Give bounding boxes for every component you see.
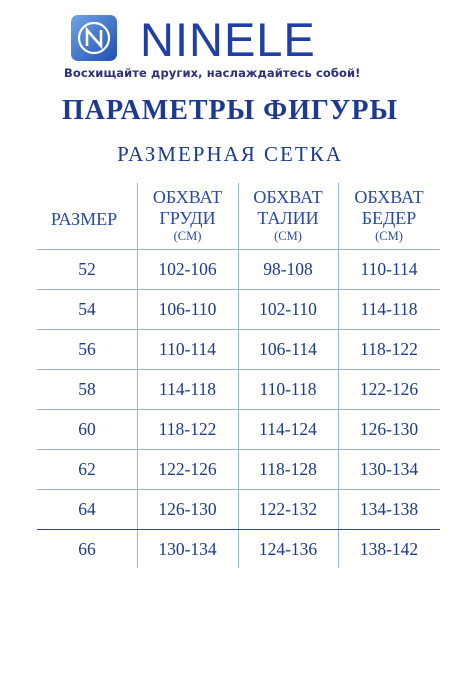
header-chest-unit: (СМ) <box>173 229 202 243</box>
header-chest-line1: ОБХВАТ <box>152 187 223 207</box>
cell-hips: 134-138 <box>359 499 419 519</box>
row-divider <box>37 329 440 330</box>
page-subtitle: РАЗМЕРНАЯ СЕТКА <box>117 142 343 166</box>
cell-size: 64 <box>78 499 96 519</box>
cell-waist: 102-110 <box>259 299 317 319</box>
cell-size: 54 <box>78 299 96 319</box>
cell-waist: 118-128 <box>259 459 317 479</box>
cell-hips: 138-142 <box>359 539 419 559</box>
cell-size: 60 <box>78 419 96 439</box>
brand-name: NINELE <box>140 13 316 66</box>
header-hips-unit: (СМ) <box>375 229 403 243</box>
row-divider <box>37 409 440 410</box>
header-waist-line2: ТАЛИИ <box>257 208 319 228</box>
brand-tagline: Восхищайте других, наслаждайтесь собой! <box>64 66 361 80</box>
header-waist-unit: (СМ) <box>274 229 302 243</box>
cell-size: 66 <box>78 539 96 559</box>
cell-waist: 114-124 <box>259 419 317 439</box>
page-title: ПАРАМЕТРЫ ФИГУРЫ <box>62 95 398 126</box>
cell-size: 58 <box>78 379 96 399</box>
cell-chest: 130-134 <box>158 539 217 559</box>
row-divider <box>37 289 440 290</box>
cell-chest: 102-106 <box>158 259 217 279</box>
cell-chest: 118-122 <box>158 419 217 439</box>
cell-waist: 106-114 <box>259 339 317 359</box>
cell-chest: 106-110 <box>158 299 217 319</box>
row-divider <box>37 369 440 370</box>
cell-waist: 110-118 <box>259 379 317 399</box>
cell-hips: 122-126 <box>359 379 419 399</box>
header-chest-line2: ГРУДИ <box>159 208 216 228</box>
ninele-logo-icon <box>70 14 118 62</box>
size-chart-table <box>37 183 440 568</box>
cell-hips: 114-118 <box>360 299 418 319</box>
cell-chest: 114-118 <box>158 379 217 399</box>
row-divider <box>37 449 440 450</box>
cell-hips: 130-134 <box>359 459 419 479</box>
header-waist <box>238 187 338 244</box>
cell-waist: 124-136 <box>258 539 318 559</box>
cell-hips: 126-130 <box>359 419 419 439</box>
brand-logo <box>64 12 400 82</box>
header-chest <box>137 187 238 244</box>
row-divider <box>37 249 440 250</box>
cell-chest: 126-130 <box>158 499 217 519</box>
header-size: РАЗМЕР <box>50 209 118 229</box>
cell-chest: 122-126 <box>158 459 217 479</box>
header-hips <box>338 187 440 244</box>
cell-waist: 98-108 <box>263 259 313 279</box>
header-hips-line2: БЕДЕР <box>361 208 417 228</box>
cell-size: 52 <box>78 259 96 279</box>
header-waist-line1: ОБХВАТ <box>253 187 323 207</box>
cell-size: 62 <box>78 459 96 479</box>
cell-hips: 110-114 <box>360 259 418 279</box>
row-divider <box>37 489 440 490</box>
cell-size: 56 <box>78 339 96 359</box>
row-divider <box>37 529 440 530</box>
cell-hips: 118-122 <box>360 339 418 359</box>
header-hips-line1: ОБХВАТ <box>354 187 424 207</box>
cell-waist: 122-132 <box>258 499 318 519</box>
cell-chest: 110-114 <box>158 339 217 359</box>
